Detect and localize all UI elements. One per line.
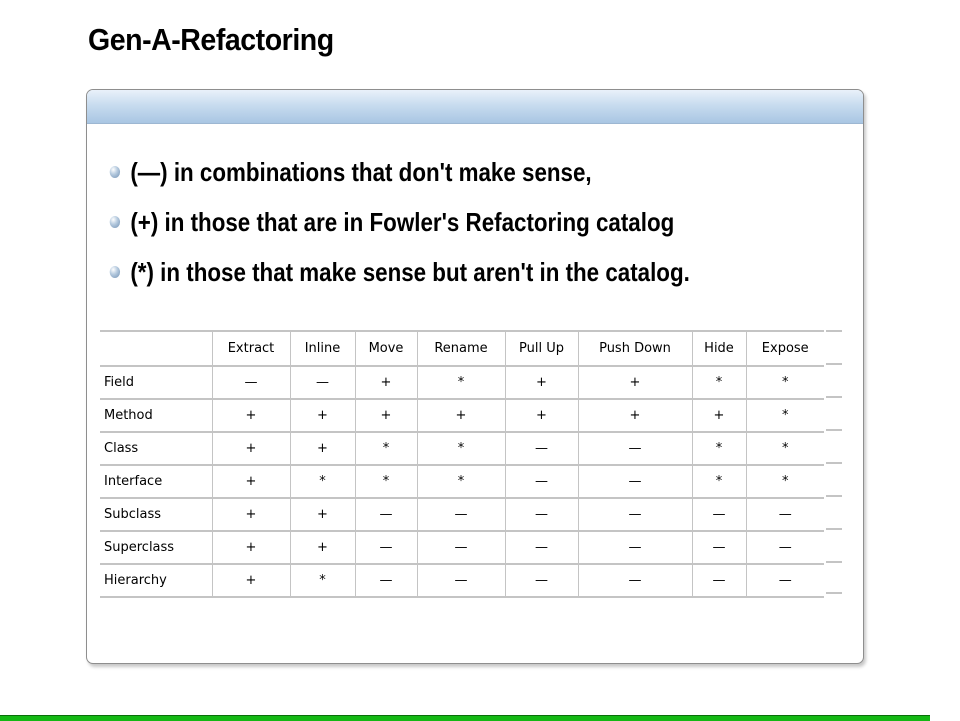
table-cell: —	[578, 498, 692, 531]
table-row	[100, 498, 824, 531]
table-cell: —	[417, 564, 505, 597]
table-cell: +	[212, 564, 290, 597]
table-cell: +	[212, 498, 290, 531]
table-cell: +	[290, 498, 355, 531]
table-row	[100, 564, 824, 597]
table-cell: —	[417, 531, 505, 564]
table-cell: —	[578, 465, 692, 498]
bullet-text: (+) in those that are in Fowler's Refactoring catalog	[130, 207, 675, 237]
table-cell: +	[290, 531, 355, 564]
bullet-item	[108, 152, 690, 202]
row-header: Field	[100, 366, 212, 399]
column-header: Rename	[417, 331, 505, 366]
table-cell: —	[746, 531, 824, 564]
bullet-item	[108, 252, 690, 302]
table-cell: —	[505, 432, 578, 465]
table-row	[100, 432, 824, 465]
bullet-list	[108, 152, 785, 302]
table-cell: +	[578, 399, 692, 432]
table-cell: +	[212, 465, 290, 498]
table-cell: *	[355, 465, 417, 498]
row-header: Subclass	[100, 498, 212, 531]
table-cell: —	[746, 498, 824, 531]
table-cell: —	[212, 366, 290, 399]
table-edge-tick	[826, 330, 842, 332]
row-header: Superclass	[100, 531, 212, 564]
table-edge-tick	[826, 429, 842, 431]
table-cell: —	[417, 498, 505, 531]
table-row	[100, 531, 824, 564]
refactoring-matrix-table	[100, 330, 824, 598]
table-cell: *	[417, 465, 505, 498]
table-cell: —	[578, 564, 692, 597]
table-cell: +	[417, 399, 505, 432]
table-cell: *	[692, 465, 746, 498]
table-edge-tick	[826, 396, 842, 398]
table-cell: —	[505, 531, 578, 564]
bullet-text: (*) in those that make sense but aren't in the catalog.	[130, 257, 690, 287]
table-cell: —	[355, 564, 417, 597]
row-header: Method	[100, 399, 212, 432]
table-cell: *	[746, 366, 824, 399]
footer-bar	[0, 715, 930, 721]
column-header: Extract	[212, 331, 290, 366]
table-cell: *	[290, 564, 355, 597]
table-cell: *	[692, 432, 746, 465]
table-cell: *	[746, 399, 824, 432]
table-cell: +	[355, 366, 417, 399]
column-header: Expose	[746, 331, 824, 366]
table-cell: —	[505, 498, 578, 531]
table-cell: —	[578, 432, 692, 465]
table-cell: —	[746, 564, 824, 597]
table-header-row	[100, 331, 824, 366]
table-edge-tick	[826, 363, 842, 365]
table-cell: +	[290, 432, 355, 465]
table-cell: *	[355, 432, 417, 465]
column-header: Hide	[692, 331, 746, 366]
table-edge-tick	[826, 592, 842, 594]
table-cell: +	[212, 432, 290, 465]
table-cell: +	[505, 366, 578, 399]
table-cell: +	[578, 366, 692, 399]
column-header: Inline	[290, 331, 355, 366]
table-cell: —	[355, 531, 417, 564]
table-cell: —	[505, 465, 578, 498]
column-header: Move	[355, 331, 417, 366]
row-header: Hierarchy	[100, 564, 212, 597]
column-header: Pull Up	[505, 331, 578, 366]
row-header: Class	[100, 432, 212, 465]
table-cell: *	[417, 432, 505, 465]
panel-header-bar	[87, 90, 863, 124]
table-edge-tick	[826, 528, 842, 530]
bullet-dot-icon	[110, 266, 120, 278]
table-cell: *	[290, 465, 355, 498]
table-cell: —	[290, 366, 355, 399]
table-row	[100, 399, 824, 432]
table-row	[100, 366, 824, 399]
table-cell: —	[505, 564, 578, 597]
table-cell: —	[692, 564, 746, 597]
table-corner-cell	[100, 331, 212, 366]
table-row	[100, 465, 824, 498]
table-cell: —	[355, 498, 417, 531]
table-cell: +	[212, 399, 290, 432]
table-cell: +	[290, 399, 355, 432]
table-edge-ticks	[826, 330, 842, 594]
column-header: Push Down	[578, 331, 692, 366]
table-edge-tick	[826, 495, 842, 497]
table-cell: *	[746, 432, 824, 465]
table-cell: —	[692, 498, 746, 531]
table-edge-tick	[826, 561, 842, 563]
table-cell: +	[212, 531, 290, 564]
bullet-dot-icon	[110, 166, 120, 178]
table-cell: +	[355, 399, 417, 432]
bullet-item	[108, 202, 690, 252]
row-header: Interface	[100, 465, 212, 498]
bullet-text: (—) in combinations that don't make sense,	[130, 157, 592, 187]
slide-title: Gen-A-Refactoring	[88, 22, 334, 57]
table-edge-tick	[826, 462, 842, 464]
table-cell: +	[692, 399, 746, 432]
table-cell: —	[578, 531, 692, 564]
table-cell: *	[746, 465, 824, 498]
table-cell: *	[417, 366, 505, 399]
bullet-dot-icon	[110, 216, 120, 228]
table-cell: *	[692, 366, 746, 399]
table-cell: +	[505, 399, 578, 432]
table-cell: —	[692, 531, 746, 564]
